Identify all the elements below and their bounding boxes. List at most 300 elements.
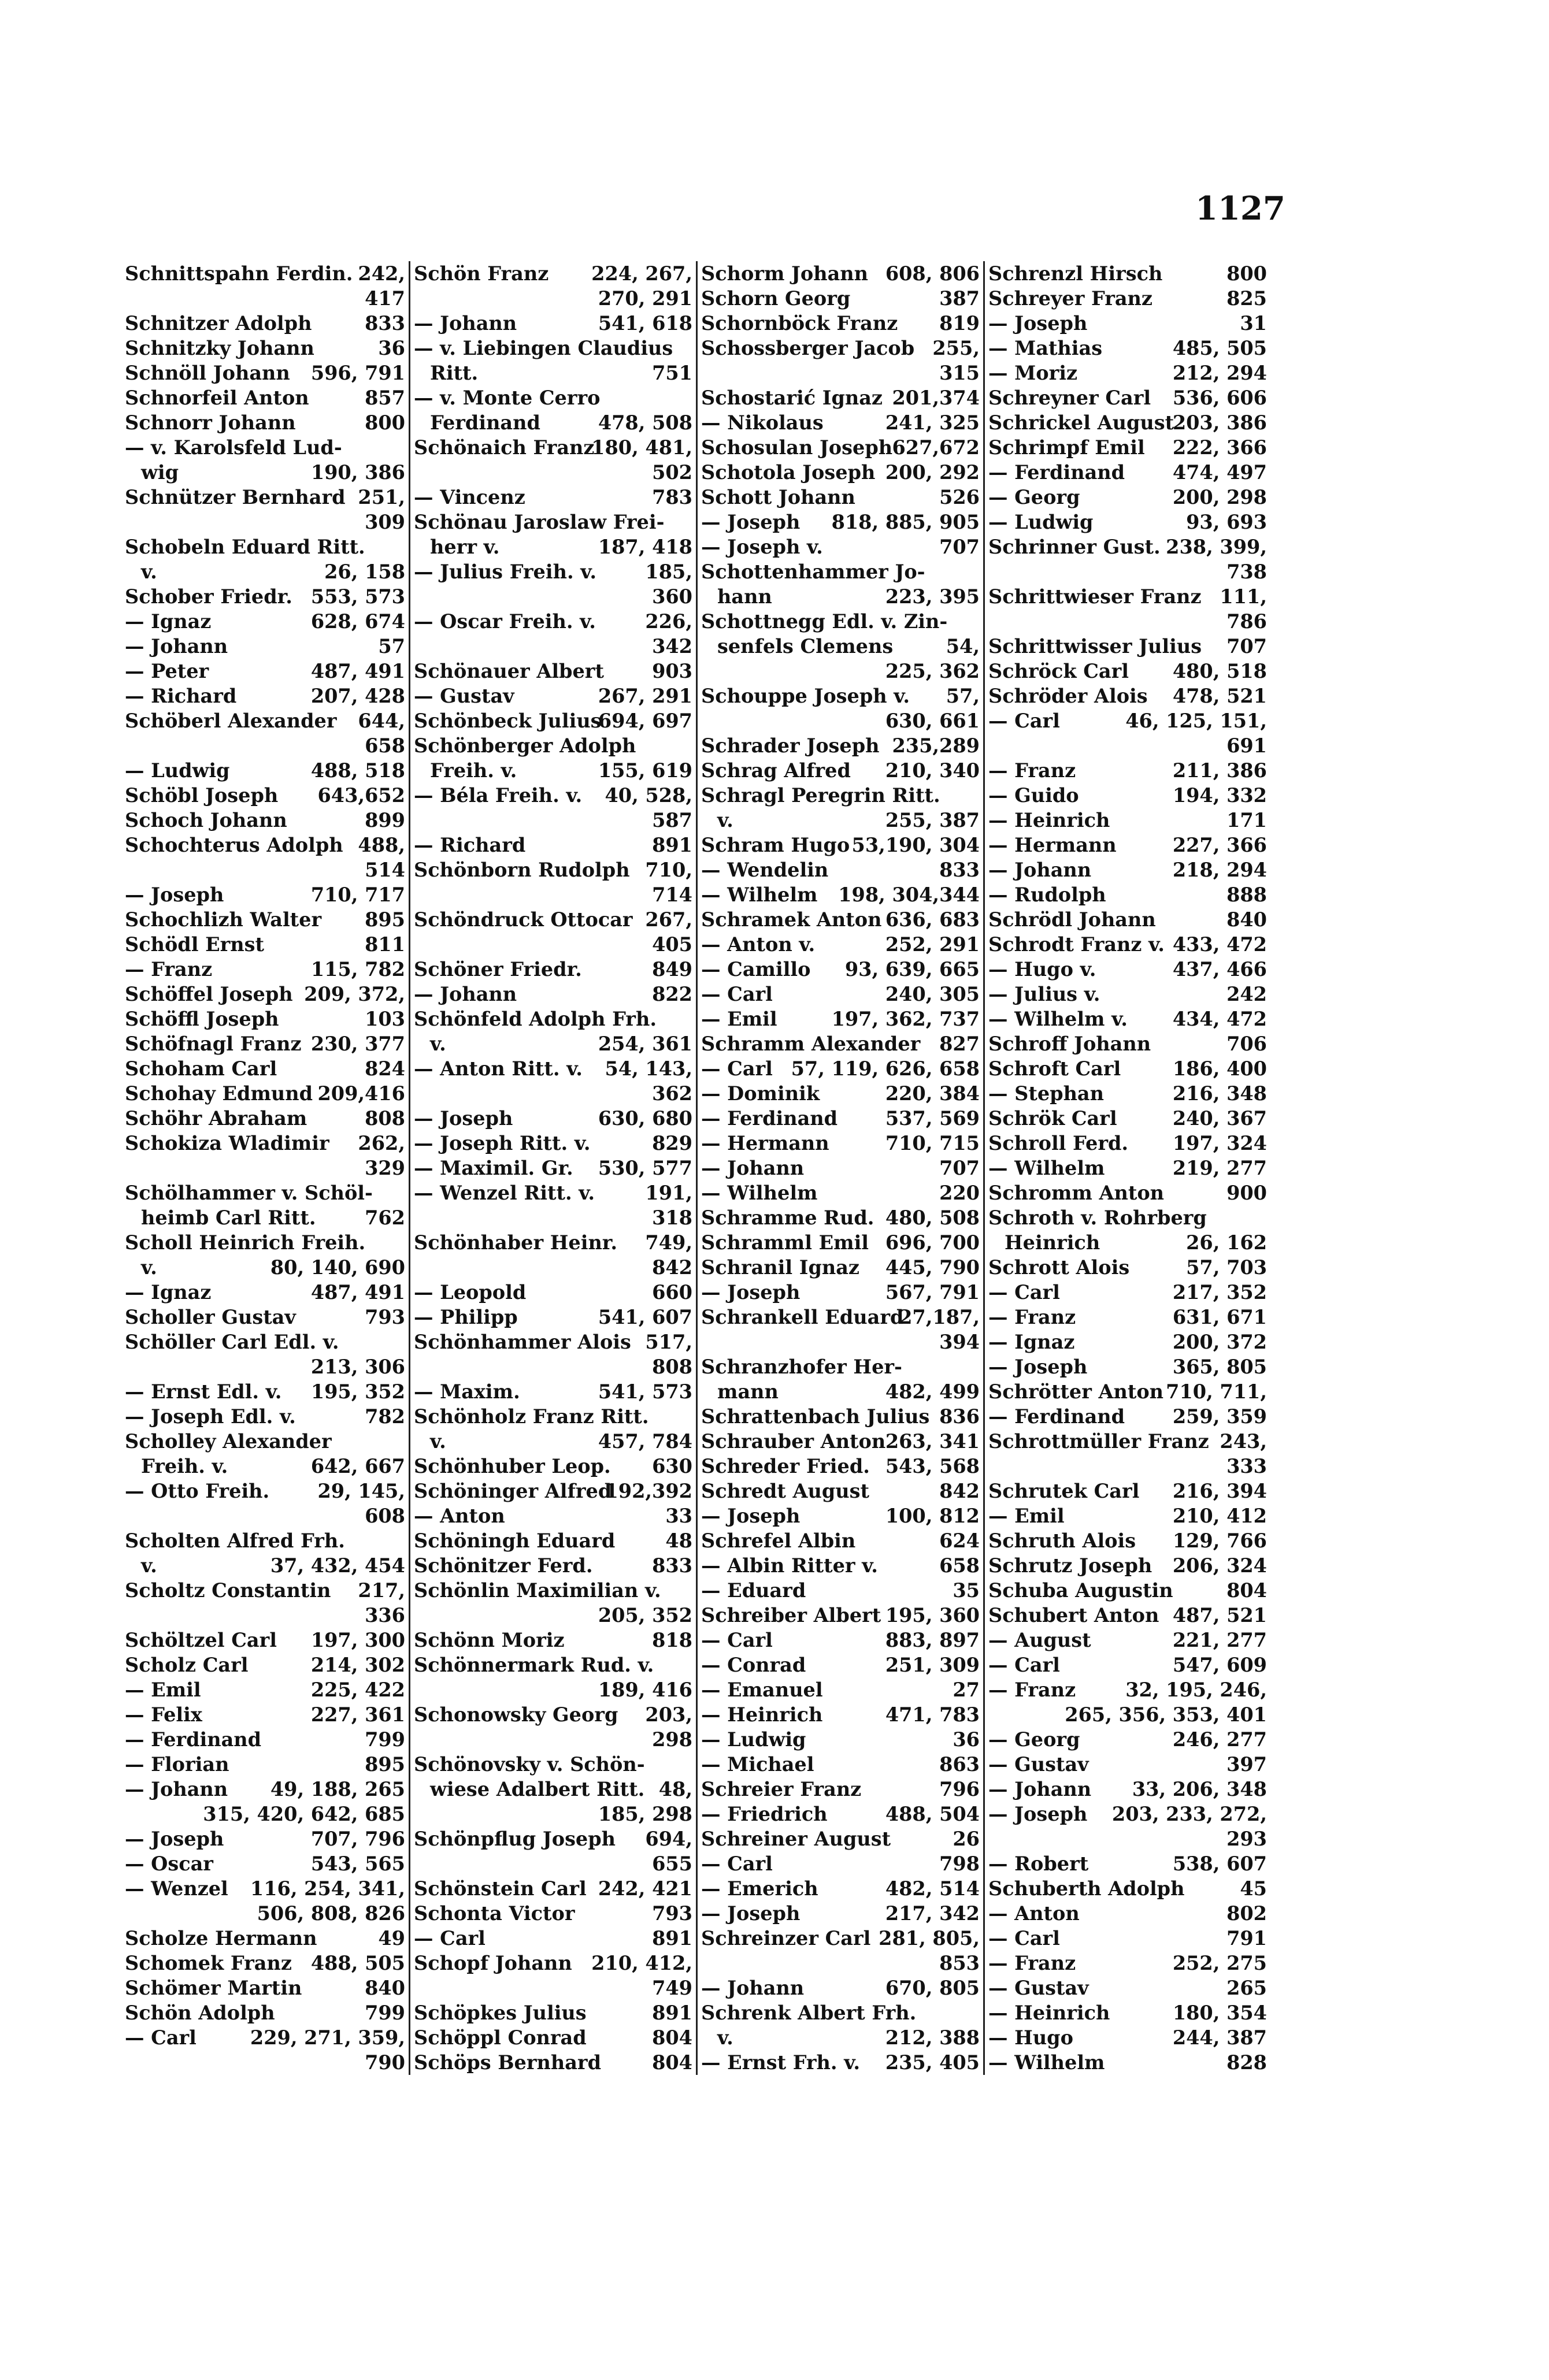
entry-pages: 57, 119, 626, 658 [791, 1057, 980, 1080]
index-entry [701, 410, 980, 435]
entry-pages: 710, [645, 859, 692, 881]
entry-name: Schrittwisser Julius [988, 635, 1202, 658]
entry-pages: 318 [652, 1206, 692, 1229]
entry-name: — Carl [988, 1927, 1060, 1950]
index-entry [125, 1653, 405, 1677]
entry-name: — Johann [701, 1977, 805, 1999]
index-entry [701, 385, 980, 410]
entry-name: Schöhr Abraham [125, 1107, 307, 1130]
entry-name: Schrefel Albin [701, 1529, 856, 1552]
entry-name: Schöningh Eduard [414, 1529, 616, 1552]
index-entry [988, 609, 1267, 634]
entry-pages: 891 [652, 2002, 692, 2024]
entry-pages: 197, 362, 737 [831, 1008, 980, 1030]
entry-name: Schönstein Carl [414, 1877, 587, 1900]
entry-name: Schönberger Adolph [414, 734, 636, 757]
entry-name: Schrödl Johann [988, 908, 1156, 931]
entry-name: Schöffel Joseph [125, 983, 293, 1005]
index-entry [125, 460, 405, 485]
entry-name: Schönhammer Alois [414, 1331, 631, 1353]
entry-pages: 333 [1226, 1455, 1267, 1477]
entry-name: Schrott Alois [988, 1256, 1130, 1279]
entry-pages: 195, 360 [885, 1604, 980, 1627]
index-entry [701, 1106, 980, 1131]
entry-pages: 478, 521 [1172, 685, 1267, 707]
index-entry [701, 286, 980, 311]
entry-pages: 899 [365, 809, 405, 831]
index-entry [125, 634, 405, 659]
entry-pages: 211, 386 [1172, 759, 1267, 782]
index-entry [701, 1230, 980, 1255]
index-entry [988, 361, 1267, 385]
index-entry [701, 1777, 980, 1802]
entry-pages: 26, 158 [324, 560, 405, 583]
index-entry [414, 1255, 692, 1280]
entry-name: — Gustav [988, 1753, 1089, 1776]
index-entry [125, 1255, 405, 1280]
entry-name: Schomek Franz [125, 1952, 292, 1974]
index-entry [701, 907, 980, 932]
entry-name: — Johann [701, 1157, 805, 1179]
entry-pages: 203, 233, 272, [1111, 1803, 1267, 1825]
entry-pages: 799 [365, 1728, 405, 1751]
entry-name: — Emil [988, 1505, 1065, 1527]
index-entry [988, 833, 1267, 857]
entry-pages: 197, 300 [310, 1629, 405, 1651]
entry-pages: 129, 766 [1172, 1529, 1267, 1552]
entry-name: Schönholz Franz Ritt. [414, 1405, 649, 1428]
index-column-3 [696, 261, 983, 2075]
entry-name: Ritt. [430, 362, 479, 384]
index-entry [414, 1826, 692, 1851]
entry-name: — Franz [988, 759, 1076, 782]
entry-pages: 530, 577 [598, 1157, 692, 1179]
index-entry [414, 808, 692, 833]
entry-pages: 793 [652, 1902, 692, 1925]
index-entry [414, 311, 692, 336]
entry-pages: 217, [358, 1579, 405, 1602]
index-entry [125, 609, 405, 634]
index-entry [125, 510, 405, 534]
entry-name: — Wenzel Ritt. v. [414, 1182, 595, 1204]
entry-pages: 536, 606 [1172, 387, 1267, 409]
index-entry [701, 261, 980, 286]
entry-pages: 707 [939, 1157, 980, 1179]
entry-name: Schouppe Joseph v. [701, 685, 910, 707]
entry-pages: 624 [939, 1529, 980, 1552]
index-entry [988, 733, 1267, 758]
entry-pages: 478, 508 [598, 411, 692, 434]
index-entry [125, 1851, 405, 1876]
index-entry [988, 261, 1267, 286]
entry-pages: 547, 609 [1172, 1654, 1267, 1676]
entry-name: Schrök Carl [988, 1107, 1117, 1130]
entry-pages: 259, 359 [1172, 1405, 1267, 1428]
entry-pages: 298 [652, 1728, 692, 1751]
entry-name: Schöffl Joseph [125, 1008, 279, 1030]
index-entry [125, 659, 405, 684]
entry-pages: 198, 304,344 [838, 883, 980, 906]
entry-pages: 227, 366 [1172, 834, 1267, 856]
index-entry [414, 584, 692, 609]
index-entry [988, 1230, 1267, 1255]
index-entry [125, 1752, 405, 1777]
index-entry [701, 882, 980, 907]
index-entry [988, 1031, 1267, 1056]
entry-pages: 903 [652, 660, 692, 682]
index-entry [125, 1180, 405, 1205]
entry-pages: 842 [939, 1480, 980, 1502]
entry-pages: 252, 291 [885, 933, 980, 956]
entry-pages: 863 [939, 1753, 980, 1776]
index-entry [701, 1255, 980, 1280]
entry-name: — Philipp [414, 1306, 518, 1328]
entry-pages: 434, 472 [1172, 1008, 1267, 1030]
entry-name: Schnittspahn Ferdin. [125, 262, 353, 285]
index-entry [988, 1404, 1267, 1429]
entry-name: — Joseph [701, 1505, 801, 1527]
entry-name: Schober Friedr. [125, 585, 292, 608]
entry-pages: 240, 305 [885, 983, 980, 1005]
entry-pages: 93, 693 [1186, 511, 1267, 533]
index-entry [701, 733, 980, 758]
entry-pages: 849 [652, 958, 692, 981]
entry-pages: 29, 145, [317, 1480, 405, 1502]
index-entry [125, 1081, 405, 1106]
index-entry [988, 1131, 1267, 1156]
entry-pages: 488, 504 [885, 1803, 980, 1825]
entry-name: — Joseph Edl. v. [125, 1405, 296, 1428]
entry-name: Schrutz Joseph [988, 1554, 1153, 1577]
index-column-1 [121, 261, 409, 2075]
entry-name: Schroth v. Rohrberg [988, 1206, 1207, 1229]
index-entry [701, 684, 980, 708]
index-entry [701, 808, 980, 833]
entry-name: Schoch Johann [125, 809, 287, 831]
entry-pages: 209, 372, [304, 983, 405, 1005]
index-entry [414, 1156, 692, 1180]
entry-pages: 514 [365, 859, 405, 881]
index-entry [988, 1802, 1267, 1826]
entry-name: — Johann [988, 1778, 1092, 1800]
entry-pages: 54, 143, [605, 1057, 692, 1080]
index-entry [988, 1429, 1267, 1454]
entry-name: Schrutek Carl [988, 1480, 1140, 1502]
index-entry [414, 684, 692, 708]
index-entry [125, 311, 405, 336]
index-entry [701, 833, 980, 857]
entry-pages: 644, [358, 710, 405, 732]
entry-name: — Hugo v. [988, 958, 1096, 981]
entry-name: — Joseph v. [701, 536, 823, 558]
index-entry [125, 1802, 405, 1826]
entry-name: Schramml Emil [701, 1231, 869, 1254]
entry-pages: 255, [932, 337, 980, 359]
entry-pages: 749, [645, 1231, 692, 1254]
entry-name: Schrittwieser Franz [988, 585, 1202, 608]
entry-pages: 553, 573 [310, 585, 405, 608]
entry-pages: 783 [652, 486, 692, 508]
index-entry [125, 932, 405, 957]
entry-name: Schopf Johann [414, 1952, 572, 1974]
entry-name: — Ferdinand [988, 1405, 1125, 1428]
index-entry [414, 982, 692, 1007]
index-entry [414, 758, 692, 783]
index-entry [701, 1180, 980, 1205]
entry-name: — Ignaz [988, 1331, 1075, 1353]
index-entry [988, 1976, 1267, 2000]
entry-name: — Carl [701, 983, 773, 1005]
entry-pages: 235, 405 [885, 2051, 980, 2074]
entry-name: — Conrad [701, 1654, 806, 1676]
index-entry [701, 460, 980, 485]
entry-pages: 185, 298 [598, 1803, 692, 1825]
entry-name: Schrimpf Emil [988, 436, 1145, 459]
entry-pages: 246, 277 [1172, 1728, 1267, 1751]
entry-pages: 749 [652, 1977, 692, 1999]
index-entry [125, 1951, 405, 1976]
entry-name: — Heinrich [701, 1703, 823, 1726]
entry-name: Schönpflug Joseph [414, 1828, 616, 1850]
entry-name: v. [430, 1430, 446, 1453]
entry-name: Schölhammer v. Schöl- [125, 1182, 373, 1204]
entry-pages: 818, 885, 905 [831, 511, 980, 533]
index-entry [701, 708, 980, 733]
index-entry [988, 684, 1267, 708]
index-entry [988, 1056, 1267, 1081]
index-columns [121, 261, 1270, 2075]
index-entry [125, 485, 405, 510]
entry-pages: 365, 805 [1172, 1356, 1267, 1378]
entry-pages: 238, 399, [1166, 536, 1267, 558]
entry-pages: 191, [645, 1182, 692, 1204]
entry-name: Schnorr Johann [125, 411, 296, 434]
entry-name: — Robert [988, 1852, 1089, 1875]
index-entry [988, 1926, 1267, 1951]
entry-name: Schnöll Johann [125, 362, 290, 384]
index-entry [701, 311, 980, 336]
entry-pages: 115, 782 [310, 958, 405, 981]
entry-name: — Heinrich [988, 809, 1110, 831]
index-entry [701, 1976, 980, 2000]
entry-pages: 342 [652, 635, 692, 658]
index-entry [125, 1628, 405, 1653]
index-entry [988, 957, 1267, 982]
entry-pages: 691 [1226, 734, 1267, 757]
index-entry [125, 1528, 405, 1553]
index-entry [125, 982, 405, 1007]
index-entry [125, 336, 405, 361]
entry-pages: 243, [1220, 1430, 1267, 1453]
entry-name: Schreinzer Carl [701, 1927, 871, 1950]
entry-pages: 818 [652, 1629, 692, 1651]
entry-pages: 808 [365, 1107, 405, 1130]
index-entry [988, 808, 1267, 833]
entry-name: Schönborn Rudolph [414, 859, 630, 881]
entry-name: — Wilhelm v. [988, 1008, 1128, 1030]
index-entry [414, 1603, 692, 1628]
entry-pages: 833 [365, 312, 405, 335]
entry-pages: 630, 680 [598, 1107, 692, 1130]
entry-name: — Franz [988, 1952, 1076, 1974]
entry-name: — Wenzel [125, 1877, 228, 1900]
entry-name: Schonowsky Georg [414, 1703, 618, 1726]
entry-pages: 804 [652, 2026, 692, 2049]
entry-pages: 833 [652, 1554, 692, 1577]
entry-pages: 360 [652, 585, 692, 608]
entry-pages: 185, [645, 560, 692, 583]
entry-pages: 111, [1220, 585, 1267, 608]
entry-pages: 828 [1226, 2051, 1267, 2074]
entry-pages: 707 [939, 536, 980, 558]
index-entry [125, 1454, 405, 1479]
index-entry [988, 311, 1267, 336]
entry-name: — Dominik [701, 1082, 820, 1105]
entry-pages: 200, 292 [885, 461, 980, 484]
entry-name: Schönitzer Ferd. [414, 1554, 593, 1577]
index-entry [988, 857, 1267, 882]
entry-name: Schönau Jaroslaw Frei- [414, 511, 665, 533]
entry-name: Scholz Carl [125, 1654, 249, 1676]
index-entry [701, 1826, 980, 1851]
entry-name: Schostarić Ignaz [701, 387, 883, 409]
entry-name: — Joseph [414, 1107, 513, 1130]
entry-pages: 225, 422 [310, 1679, 405, 1701]
index-entry [701, 361, 980, 385]
entry-pages: 336 [365, 1604, 405, 1627]
index-entry [414, 510, 692, 534]
entry-name: — Carl [988, 1281, 1060, 1304]
index-entry [988, 584, 1267, 609]
index-entry [414, 1354, 692, 1379]
index-entry [125, 833, 405, 857]
index-entry [414, 1205, 692, 1230]
entry-name: — Mathias [988, 337, 1103, 359]
entry-name: Schrenzl Hirsch [988, 262, 1163, 285]
entry-pages: 262, [358, 1132, 405, 1154]
entry-pages: 488, 505 [310, 1952, 405, 1974]
entry-name: Schott Johann [701, 486, 855, 508]
entry-name: — Joseph [125, 883, 224, 906]
index-entry [701, 659, 980, 684]
entry-name: Schragl Peregrin Ritt. [701, 784, 940, 807]
entry-name: — Moriz [988, 362, 1077, 384]
index-entry [988, 1007, 1267, 1031]
entry-pages: 836 [939, 1405, 980, 1428]
index-entry [414, 2000, 692, 2025]
index-entry [125, 957, 405, 982]
index-entry [701, 1653, 980, 1677]
index-entry [414, 1479, 692, 1503]
index-entry [125, 1156, 405, 1180]
entry-name: — Guido [988, 784, 1079, 807]
entry-pages: 487, 491 [310, 1281, 405, 1304]
index-entry [414, 708, 692, 733]
entry-pages: 240, 367 [1172, 1107, 1267, 1130]
entry-name: — Hermann [701, 1132, 829, 1154]
index-entry [701, 783, 980, 808]
entry-pages: 45 [1240, 1877, 1267, 1900]
entry-pages: 267, [645, 908, 692, 931]
index-entry [125, 758, 405, 783]
index-entry [125, 907, 405, 932]
index-entry [988, 758, 1267, 783]
index-entry [701, 1702, 980, 1727]
index-entry [701, 1429, 980, 1454]
entry-name: — Joseph [125, 1828, 224, 1850]
index-entry [125, 1901, 405, 1926]
entry-pages: 155, 619 [598, 759, 692, 782]
entry-pages: 891 [652, 834, 692, 856]
entry-pages: 762 [365, 1206, 405, 1229]
entry-name: Schosulan Joseph [701, 436, 893, 459]
index-entry [701, 559, 980, 584]
index-entry [414, 783, 692, 808]
entry-pages: 394 [939, 1331, 980, 1353]
entry-pages: 798 [939, 1852, 980, 1875]
index-entry [125, 584, 405, 609]
entry-name: Schöberl Alexander [125, 710, 337, 732]
entry-pages: 54, [946, 635, 980, 658]
entry-name: — Béla Freih. v. [414, 784, 583, 807]
entry-pages: 811 [365, 933, 405, 956]
entry-name: — Johann [414, 312, 517, 335]
entry-name: — Joseph Ritt. v. [414, 1132, 591, 1154]
index-entry [988, 1727, 1267, 1752]
entry-name: — Carl [414, 1927, 486, 1950]
entry-name: Scholtz Constantin [125, 1579, 331, 1602]
index-entry [701, 982, 980, 1007]
entry-name: Schöller Carl Edl. v. [125, 1331, 339, 1353]
entry-pages: 197, 324 [1172, 1132, 1267, 1154]
entry-pages: 482, 514 [885, 1877, 980, 1900]
index-entry [988, 882, 1267, 907]
entry-pages: 224, 267, [591, 262, 692, 285]
entry-name: Schoham Carl [125, 1057, 277, 1080]
entry-name: — Albin Ritter v. [701, 1554, 878, 1577]
entry-pages: 362 [652, 1082, 692, 1105]
entry-name: — Friedrich [701, 1803, 828, 1825]
entry-pages: 596, 791 [310, 362, 405, 384]
index-entry [125, 286, 405, 311]
index-entry [988, 1603, 1267, 1628]
entry-name: Schönhuber Leop. [414, 1455, 611, 1477]
index-entry [125, 559, 405, 584]
entry-name: Schrattenbach Julius [701, 1405, 930, 1428]
entry-name: — Anton v. [701, 933, 816, 956]
index-entry [988, 1901, 1267, 1926]
index-entry [125, 1826, 405, 1851]
entry-pages: 116, 254, 341, [250, 1877, 405, 1900]
index-entry [701, 1926, 980, 1951]
entry-pages: 57 [378, 635, 405, 658]
index-entry [988, 1528, 1267, 1553]
index-entry [414, 1031, 692, 1056]
entry-name: — Wendelin [701, 859, 829, 881]
index-entry [125, 684, 405, 708]
index-entry [414, 1007, 692, 1031]
entry-name: — Ernst Edl. v. [125, 1380, 282, 1403]
entry-name: heimb Carl Ritt. [141, 1206, 316, 1229]
index-entry [701, 1404, 980, 1429]
index-entry [125, 1404, 405, 1429]
entry-pages: 33, 206, 348 [1132, 1778, 1267, 1800]
entry-name: — Wilhelm [988, 1157, 1105, 1179]
entry-name: Schrenk Albert Frh. [701, 2002, 917, 2024]
index-entry [988, 708, 1267, 733]
entry-pages: 223, 395 [885, 585, 980, 608]
index-entry [701, 1628, 980, 1653]
